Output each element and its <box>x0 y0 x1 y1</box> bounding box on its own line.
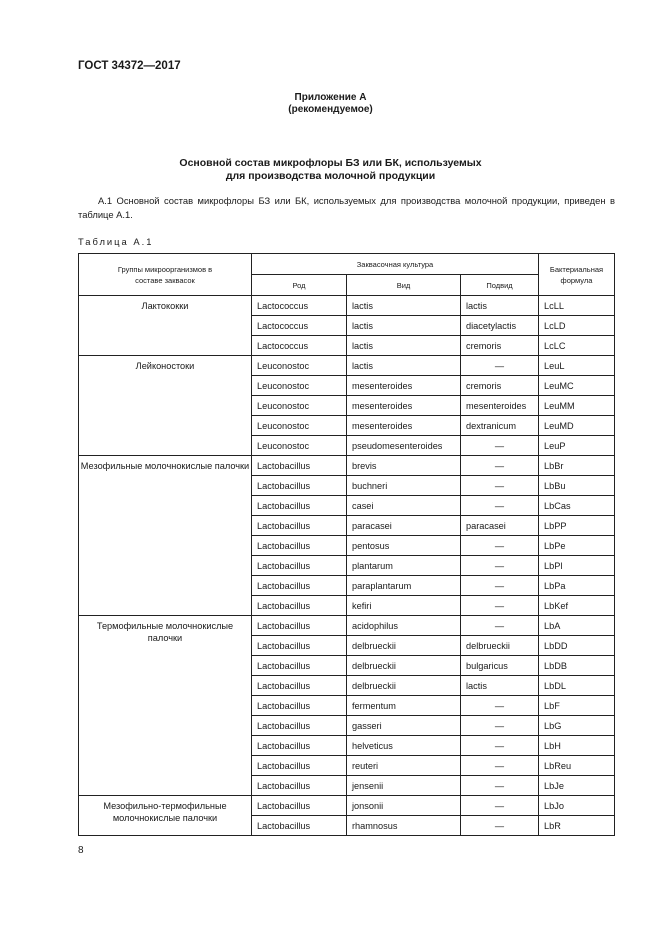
formula-cell: LbPe <box>539 536 615 556</box>
formula-cell: LbF <box>539 696 615 716</box>
genus-cell: Leuconostoc <box>252 356 347 376</box>
subspecies-cell: diacetylactis <box>461 316 539 336</box>
header-group: Группы микроорганизмов в составе заквасок <box>79 254 252 296</box>
header-subspecies: Подвид <box>461 275 539 296</box>
genus-cell: Lactobacillus <box>252 516 347 536</box>
formula-cell: LcLL <box>539 296 615 316</box>
genus-cell: Lactobacillus <box>252 456 347 476</box>
genus-cell: Lactobacillus <box>252 676 347 696</box>
genus-cell: Lactobacillus <box>252 556 347 576</box>
formula-cell: LbBu <box>539 476 615 496</box>
genus-cell: Lactobacillus <box>252 776 347 796</box>
genus-cell: Lactobacillus <box>252 616 347 636</box>
species-cell: mesenteroides <box>347 376 461 396</box>
formula-cell: LeuP <box>539 436 615 456</box>
formula-cell: LbPl <box>539 556 615 576</box>
species-cell: jensenii <box>347 776 461 796</box>
species-cell: reuteri <box>347 756 461 776</box>
genus-cell: Leuconostoc <box>252 436 347 456</box>
genus-cell: Lactobacillus <box>252 596 347 616</box>
subspecies-cell: — <box>461 776 539 796</box>
table-row <box>79 616 615 636</box>
genus-cell: Leuconostoc <box>252 376 347 396</box>
species-cell: buchneri <box>347 476 461 496</box>
species-cell: delbrueckii <box>347 676 461 696</box>
species-cell: fermentum <box>347 696 461 716</box>
genus-cell: Lactobacillus <box>252 576 347 596</box>
table-row <box>79 356 615 376</box>
species-cell: pentosus <box>347 536 461 556</box>
formula-cell: LbJe <box>539 776 615 796</box>
genus-cell: Lactobacillus <box>252 536 347 556</box>
subspecies-cell: dextranicum <box>461 416 539 436</box>
subspecies-cell: — <box>461 576 539 596</box>
subspecies-cell: — <box>461 596 539 616</box>
species-cell: pseudomesenteroides <box>347 436 461 456</box>
genus-cell: Leuconostoc <box>252 396 347 416</box>
table-row <box>79 456 615 476</box>
subspecies-cell: — <box>461 616 539 636</box>
standard-designation: ГОСТ 34372—2017 <box>78 60 181 72</box>
header-species: Вид <box>347 275 461 296</box>
subspecies-cell: — <box>461 496 539 516</box>
table-row <box>79 296 615 316</box>
subspecies-cell: mesenteroides <box>461 396 539 416</box>
page-number: 8 <box>78 845 84 856</box>
species-cell: brevis <box>347 456 461 476</box>
table-caption: Таблица А.1 <box>78 236 154 247</box>
header-genus: Род <box>252 275 347 296</box>
subspecies-cell: lactis <box>461 676 539 696</box>
species-cell: acidophilus <box>347 616 461 636</box>
species-cell: plantarum <box>347 556 461 576</box>
formula-cell: LbG <box>539 716 615 736</box>
species-cell: mesenteroides <box>347 396 461 416</box>
subspecies-cell: — <box>461 436 539 456</box>
group-name-cell: Мезофильно-термофильные молочнокислые палочки <box>79 796 252 836</box>
subspecies-cell: lactis <box>461 296 539 316</box>
subspecies-cell: — <box>461 736 539 756</box>
subspecies-cell: — <box>461 556 539 576</box>
formula-cell: LeuMC <box>539 376 615 396</box>
formula-cell: LeuL <box>539 356 615 376</box>
genus-cell: Lactococcus <box>252 296 347 316</box>
formula-cell: LbPa <box>539 576 615 596</box>
formula-cell: LbDB <box>539 656 615 676</box>
microflora-table <box>78 253 615 836</box>
subspecies-cell: — <box>461 716 539 736</box>
formula-cell: LcLD <box>539 316 615 336</box>
genus-cell: Lactobacillus <box>252 716 347 736</box>
formula-cell: LbJo <box>539 796 615 816</box>
group-name-cell: Лактококки <box>79 296 252 356</box>
formula-cell: LbDD <box>539 636 615 656</box>
species-cell: rhamnosus <box>347 816 461 836</box>
group-name-cell: Мезофильные молочнокислые палочки <box>79 456 252 616</box>
species-cell: lactis <box>347 336 461 356</box>
species-cell: casei <box>347 496 461 516</box>
formula-cell: LbKef <box>539 596 615 616</box>
subspecies-cell: — <box>461 696 539 716</box>
subspecies-cell: cremoris <box>461 336 539 356</box>
annex-title-line2: для производства молочной продукции <box>225 170 436 182</box>
subspecies-cell: bulgaricus <box>461 656 539 676</box>
genus-cell: Lactococcus <box>252 316 347 336</box>
species-cell: jonsonii <box>347 796 461 816</box>
genus-cell: Lactobacillus <box>252 696 347 716</box>
subspecies-cell: — <box>461 796 539 816</box>
genus-cell: Lactobacillus <box>252 656 347 676</box>
genus-cell: Lactobacillus <box>252 796 347 816</box>
formula-cell: LeuMM <box>539 396 615 416</box>
subspecies-cell: cremoris <box>461 376 539 396</box>
species-cell: delbrueckii <box>347 656 461 676</box>
formula-cell: LbR <box>539 816 615 836</box>
species-cell: lactis <box>347 356 461 376</box>
species-cell: delbrueckii <box>347 636 461 656</box>
genus-cell: Lactococcus <box>252 336 347 356</box>
genus-cell: Lactobacillus <box>252 736 347 756</box>
formula-cell: LbDL <box>539 676 615 696</box>
formula-cell: LeuMD <box>539 416 615 436</box>
subspecies-cell: — <box>461 756 539 776</box>
annex-title <box>0 157 661 183</box>
species-cell: kefiri <box>347 596 461 616</box>
formula-cell: LbBr <box>539 456 615 476</box>
table-row <box>79 796 615 816</box>
subspecies-cell: — <box>461 816 539 836</box>
intro-paragraph: А.1 Основной состав микрофлоры БЗ или БК, используемых для производства молочной продукции, приведен в таблице А.1. <box>78 195 615 220</box>
formula-cell: LbPP <box>539 516 615 536</box>
genus-cell: Lactobacillus <box>252 476 347 496</box>
species-cell: gasseri <box>347 716 461 736</box>
subspecies-cell: paracasei <box>461 516 539 536</box>
species-cell: helveticus <box>347 736 461 756</box>
annex-label: Приложение А <box>294 92 367 103</box>
species-cell: lactis <box>347 316 461 336</box>
genus-cell: Lactobacillus <box>252 636 347 656</box>
genus-cell: Lactobacillus <box>252 756 347 776</box>
header-formula: Бактериальная формула <box>539 254 615 296</box>
formula-cell: LcLC <box>539 336 615 356</box>
annex-status: (рекомендуемое) <box>288 104 373 115</box>
formula-cell: LbA <box>539 616 615 636</box>
species-cell: lactis <box>347 296 461 316</box>
subspecies-cell: — <box>461 476 539 496</box>
annex-heading <box>0 92 661 116</box>
group-name-cell: Лейконостоки <box>79 356 252 456</box>
formula-cell: LbH <box>539 736 615 756</box>
formula-cell: LbReu <box>539 756 615 776</box>
genus-cell: Leuconostoc <box>252 416 347 436</box>
formula-cell: LbCas <box>539 496 615 516</box>
genus-cell: Lactobacillus <box>252 816 347 836</box>
genus-cell: Lactobacillus <box>252 496 347 516</box>
species-cell: paraplantarum <box>347 576 461 596</box>
subspecies-cell: delbrueckii <box>461 636 539 656</box>
table-body <box>79 296 615 836</box>
subspecies-cell: — <box>461 356 539 376</box>
species-cell: mesenteroides <box>347 416 461 436</box>
annex-title-line1: Основной состав микрофлоры БЗ или БК, используемых <box>179 157 482 169</box>
subspecies-cell: — <box>461 456 539 476</box>
subspecies-cell: — <box>461 536 539 556</box>
group-name-cell: Термофильные молочнокислые палочки <box>79 616 252 796</box>
species-cell: paracasei <box>347 516 461 536</box>
header-culture: Заквасочная культура <box>252 254 539 275</box>
